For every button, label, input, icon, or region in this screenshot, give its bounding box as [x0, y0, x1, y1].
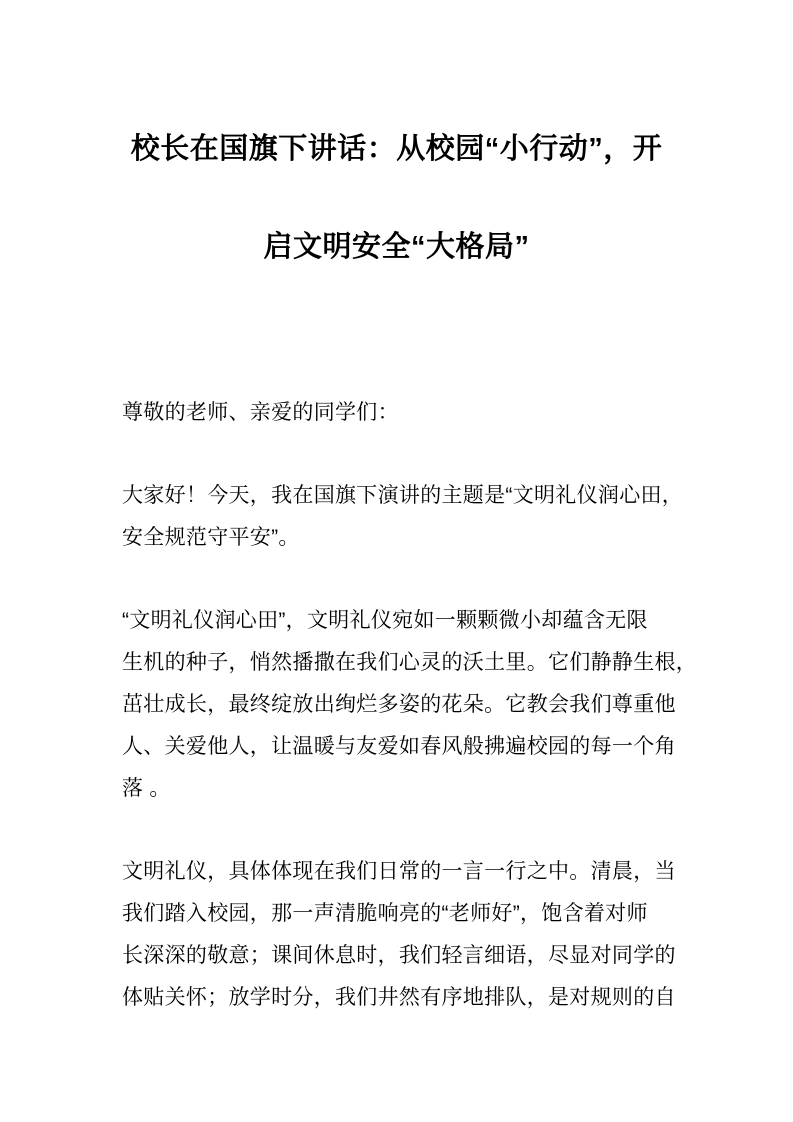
- paragraph-daily-conduct: [122, 851, 675, 1019]
- title-line-2: 启文明安全“大格局”: [263, 231, 530, 263]
- text-line: 尊敬的老师、亲爱的同学们：: [122, 401, 399, 424]
- paragraph-speech-theme: [122, 475, 684, 559]
- text-line: “文明礼仪润心田”，文明礼仪宛如一颗颗微小却蕴含无限: [122, 609, 648, 632]
- text-line: 生机的种子，悄然播撒在我们心灵的沃土里。它们静静生根，: [122, 651, 698, 674]
- text-line: 文明礼仪，具体体现在我们日常的一言一行之中。清晨，当: [122, 860, 676, 883]
- text-line: 长深深的敬意；课间休息时，我们轻言细语，尽显对同学的: [122, 944, 676, 967]
- document-title: [0, 100, 793, 296]
- paragraph-civility-seed: [122, 600, 698, 810]
- title-line-1: 校长在国旗下讲话：从校园“小行动”，开: [130, 133, 663, 165]
- text-line: 安全规范守平安”。: [122, 526, 300, 549]
- paragraph-salutation: [122, 392, 675, 434]
- text-line: 落 。: [122, 777, 171, 800]
- text-line: 大家好！今天，我在国旗下演讲的主题是“文明礼仪润心田，: [122, 484, 684, 507]
- text-line: 我们踏入校园，那一声清脆响亮的“老师好”，饱含着对师: [122, 902, 648, 925]
- text-line: 体贴关怀；放学时分，我们井然有序地排队，是对规则的自: [122, 986, 676, 1009]
- text-line: 茁壮成长，最终绽放出绚烂多姿的花朵。它教会我们尊重他: [122, 693, 676, 716]
- document-body: [122, 392, 698, 1019]
- text-line: 人、关爱他人，让温暖与友爱如春风般拂遍校园的每一个角: [122, 735, 676, 758]
